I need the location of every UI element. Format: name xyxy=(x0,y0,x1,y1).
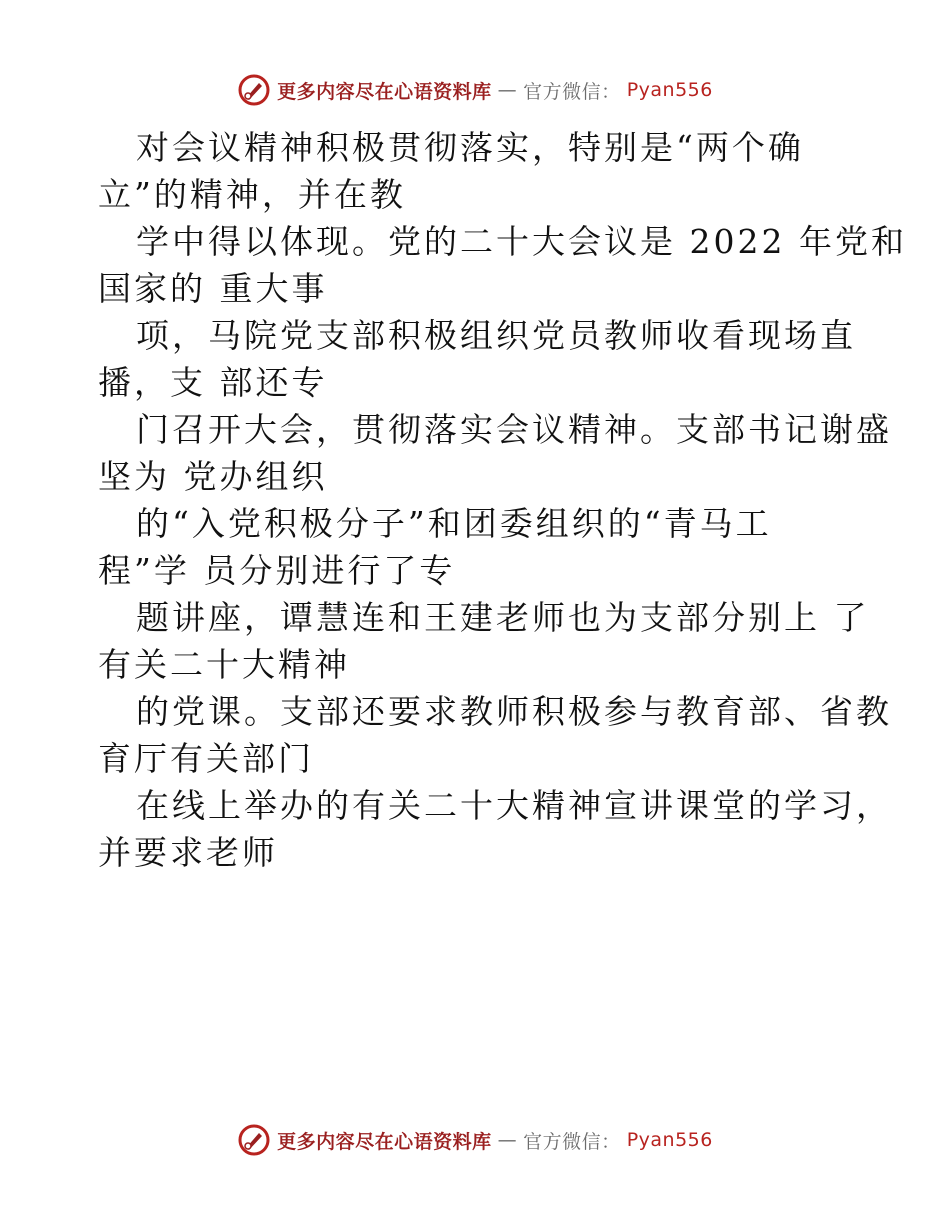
text-line: 有关二十大精神 xyxy=(98,645,350,684)
header-watermark xyxy=(0,68,950,112)
watermark-wechat-id: Pyan556 xyxy=(626,1129,713,1151)
text-line: 项，马院党支部积极组织党员教师收看现场直 xyxy=(136,316,856,355)
text-line: 国家的 重大事 xyxy=(98,269,328,308)
pen-seal-icon xyxy=(237,1123,271,1157)
watermark-separator: — xyxy=(497,1129,518,1151)
text-line: 立”的精神，并在教 xyxy=(98,175,406,214)
watermark-wechat-id: Pyan556 xyxy=(626,79,713,101)
text-line: 在线上举办的有关二十大精神宣讲课堂的学习， xyxy=(136,786,892,825)
pen-seal-icon xyxy=(237,73,271,107)
text-line: 的党课。支部还要求教师积极参与教育部、省教 xyxy=(136,692,892,731)
document-body xyxy=(98,124,907,876)
watermark-separator: — xyxy=(497,79,518,101)
text-line: 对会议精神积极贯彻落实，特别是“两个确 xyxy=(136,128,804,167)
text-line: 并要求老师 xyxy=(98,833,278,872)
text-line: 坚为 党办组织 xyxy=(98,457,328,496)
footer-watermark xyxy=(0,1118,950,1162)
watermark-contact-label: 官方微信： xyxy=(523,1130,621,1153)
watermark-title: 更多内容尽在心语资料库 xyxy=(277,80,492,103)
text-line: 育厅有关部门 xyxy=(98,739,314,778)
text-line: 的“入党积极分子”和团委组织的“青马工 xyxy=(136,504,772,543)
watermark-title: 更多内容尽在心语资料库 xyxy=(277,1130,492,1153)
text-line: 学中得以体现。党的二十大会议是 2022 年党和 xyxy=(136,222,907,261)
watermark-contact-label: 官方微信： xyxy=(523,80,621,103)
text-line: 播，支 部还专 xyxy=(98,363,328,402)
text-line: 题讲座，谭慧连和王建老师也为支部分别上 了 xyxy=(136,598,870,637)
text-line: 门召开大会，贯彻落实会议精神。支部书记谢盛 xyxy=(136,410,892,449)
text-line: 程”学 员分别进行了专 xyxy=(98,551,456,590)
